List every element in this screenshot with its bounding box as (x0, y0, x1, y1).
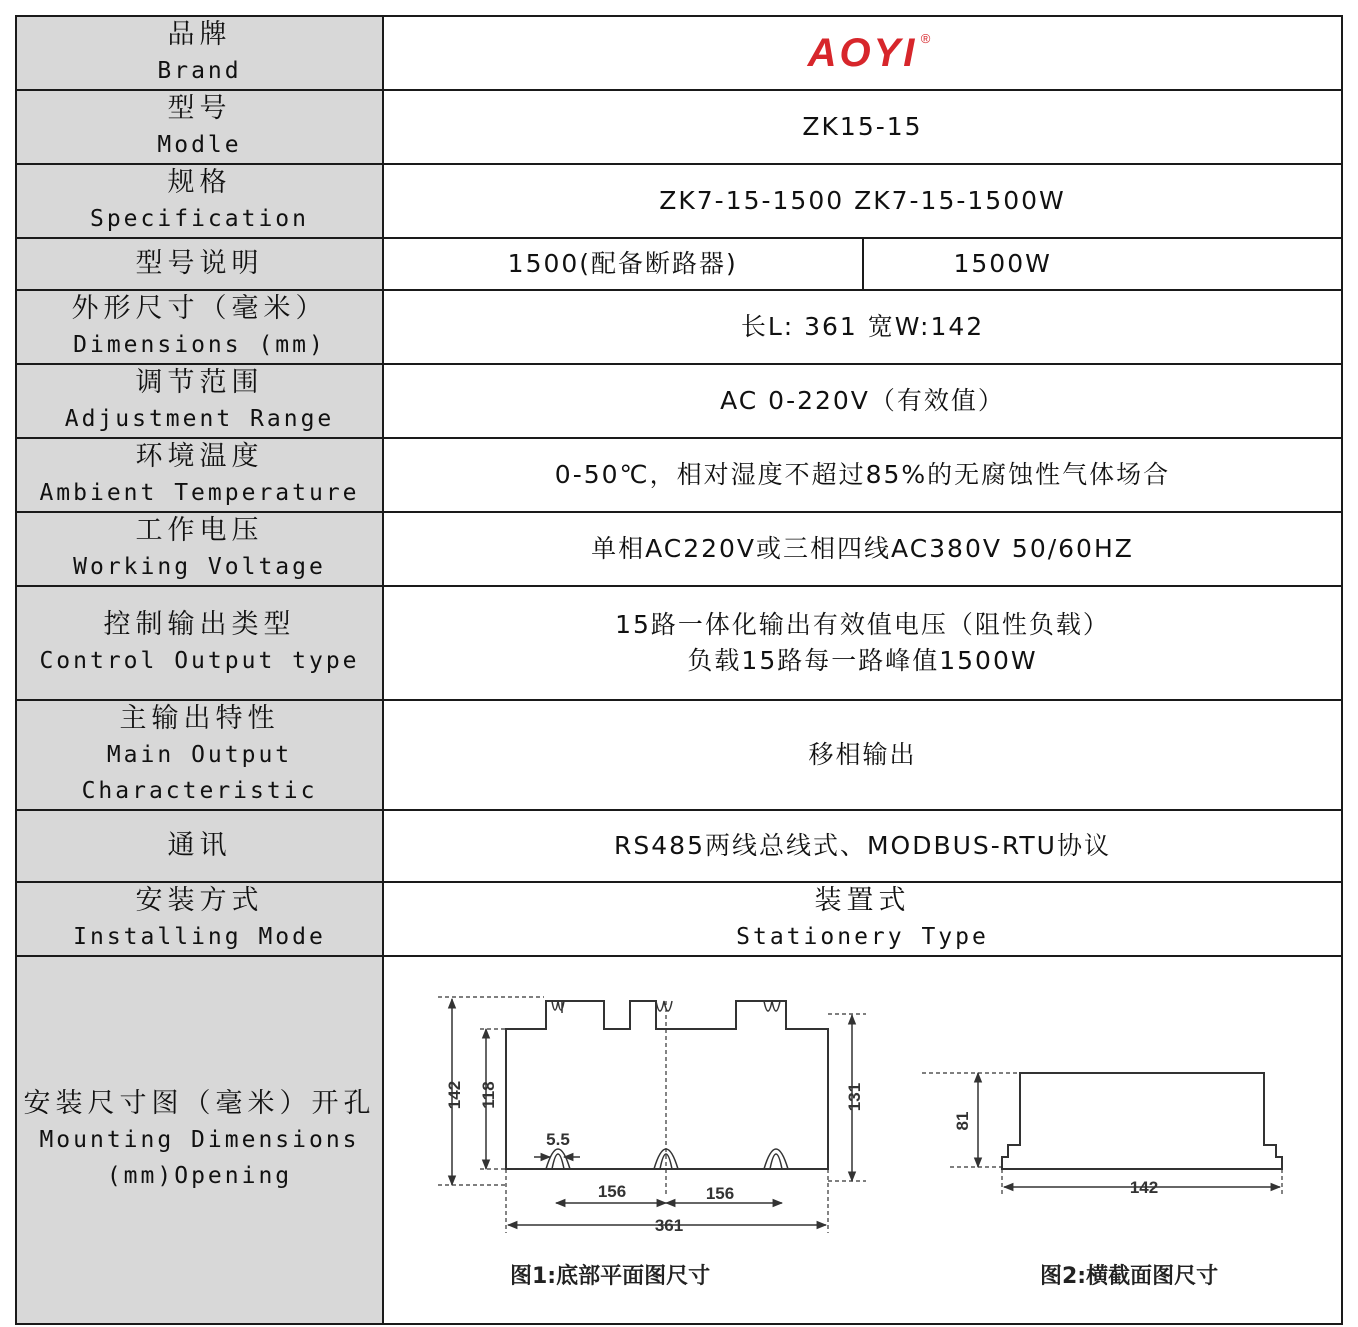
label-cell (16, 438, 383, 512)
value-cell (383, 364, 1342, 438)
label-zh: 控制输出类型 (103, 609, 296, 640)
label-zh: 型号 (167, 93, 232, 124)
fig1-dim-5-5: 5.5 (546, 1130, 570, 1149)
row-model-desc (16, 238, 1342, 290)
row-brand (16, 16, 1342, 90)
label-en: Ambient Temperature (39, 480, 360, 506)
label-en: Dimensions (mm) (73, 332, 326, 358)
value-cell (383, 438, 1342, 512)
label-zh: 安装尺寸图（毫米）开孔 (23, 1088, 376, 1119)
control-value-1: 15路一体化输出有效值电压（阻性负载） (615, 610, 1110, 639)
brand-logo: AOYI ® (807, 30, 934, 75)
fig2-dim-142: 142 (1129, 1178, 1159, 1197)
label-cell (16, 364, 383, 438)
label-zh: 外形尺寸（毫米） (71, 293, 328, 324)
value-cell-b (863, 238, 1343, 290)
row-install (16, 882, 1342, 956)
model-value: ZK15-15 (802, 112, 923, 141)
row-spec (16, 164, 1342, 238)
label-en: Control Output type (39, 648, 360, 674)
label-en: Modle (157, 132, 242, 158)
value-cell (383, 164, 1342, 238)
row-adjust (16, 364, 1342, 438)
label-zh: 主输出特性 (119, 703, 280, 734)
dimensions-value: 长L: 361 宽W:142 (740, 312, 985, 341)
label-cell (16, 882, 383, 956)
spec-table (15, 15, 1343, 1325)
label-cell (16, 16, 383, 90)
label-en-1: Mounting Dimensions (39, 1127, 360, 1153)
row-model (16, 90, 1342, 164)
label-zh: 通讯 (167, 830, 232, 861)
label-en-2: Characteristic (81, 778, 318, 804)
model-desc-value-a: 1500(配备断路器) (507, 249, 738, 278)
ambient-value: 0-50℃，相对湿度不超过85%的无腐蚀性气体场合 (554, 460, 1171, 489)
row-control (16, 586, 1342, 700)
label-zh: 型号说明 (135, 248, 264, 279)
label-zh: 品牌 (167, 19, 232, 50)
fig2-drawing (1002, 1073, 1282, 1169)
fig1-dim-142: 142 (445, 1080, 464, 1110)
label-cell (16, 586, 383, 700)
label-en: Adjustment Range (64, 406, 335, 432)
voltage-value: 单相AC220V或三相四线AC380V 50/60HZ (591, 534, 1134, 563)
label-cell (16, 810, 383, 882)
fig1-extension-lines (438, 997, 866, 1233)
model-desc-value-b: 1500W (953, 249, 1052, 278)
label-zh: 安装方式 (135, 885, 264, 916)
comm-value: RS485两线总线式、MODBUS-RTU协议 (614, 831, 1111, 860)
label-en-1: Main Output (106, 742, 293, 768)
label-zh: 工作电压 (135, 515, 264, 546)
row-mounting (16, 956, 1342, 1324)
label-cell (16, 512, 383, 586)
label-en: Installing Mode (73, 924, 326, 950)
label-zh: 环境温度 (135, 441, 264, 472)
value-cell (383, 512, 1342, 586)
label-cell (16, 238, 383, 290)
row-ambient (16, 438, 1342, 512)
label-en-2: (mm)Opening (106, 1163, 293, 1189)
value-cell (383, 90, 1342, 164)
fig2-caption: 图2:横截面图尺寸 (1040, 1264, 1219, 1289)
main-output-value: 移相输出 (808, 740, 917, 769)
adjust-value: AC 0-220V（有效值） (720, 386, 1005, 415)
value-cell (383, 882, 1342, 956)
fig1-dim-361: 361 (654, 1216, 684, 1235)
value-cell (383, 810, 1342, 882)
label-cell (16, 164, 383, 238)
row-comm (16, 810, 1342, 882)
row-main-output (16, 700, 1342, 810)
label-cell (16, 700, 383, 810)
fig2-dim-81: 81 (953, 1111, 972, 1131)
spec-value: ZK7-15-1500 ZK7-15-1500W (659, 186, 1066, 215)
label-cell (16, 90, 383, 164)
value-cell (383, 290, 1342, 364)
fig1-caption: 图1:底部平面图尺寸 (510, 1264, 711, 1289)
row-dimensions (16, 290, 1342, 364)
label-en: Specification (89, 206, 309, 232)
mounting-diagrams (384, 957, 1344, 1323)
fig1-dimension-lines (452, 999, 852, 1225)
label-zh: 规格 (167, 167, 232, 198)
fig1-dim-118: 118 (479, 1081, 498, 1109)
value-cell (383, 586, 1342, 700)
install-value-en: Stationery Type (736, 924, 989, 950)
value-cell (383, 16, 1342, 90)
value-cell (383, 700, 1342, 810)
fig1-dim-131: 131 (845, 1082, 864, 1112)
control-value-2: 负载15路每一路峰值1500W (687, 646, 1038, 675)
label-zh: 调节范围 (135, 367, 264, 398)
fig1-dim-156-a: 156 (597, 1182, 627, 1201)
install-value-zh: 装置式 (814, 885, 911, 916)
row-voltage (16, 512, 1342, 586)
label-cell (16, 956, 383, 1324)
fig2-extension-lines (922, 1073, 1282, 1197)
label-en: Brand (157, 58, 242, 84)
label-cell (16, 290, 383, 364)
label-en: Working Voltage (73, 554, 326, 580)
value-cell-a (383, 238, 863, 290)
value-cell (383, 956, 1342, 1324)
fig1-dim-156-b: 156 (705, 1184, 735, 1203)
